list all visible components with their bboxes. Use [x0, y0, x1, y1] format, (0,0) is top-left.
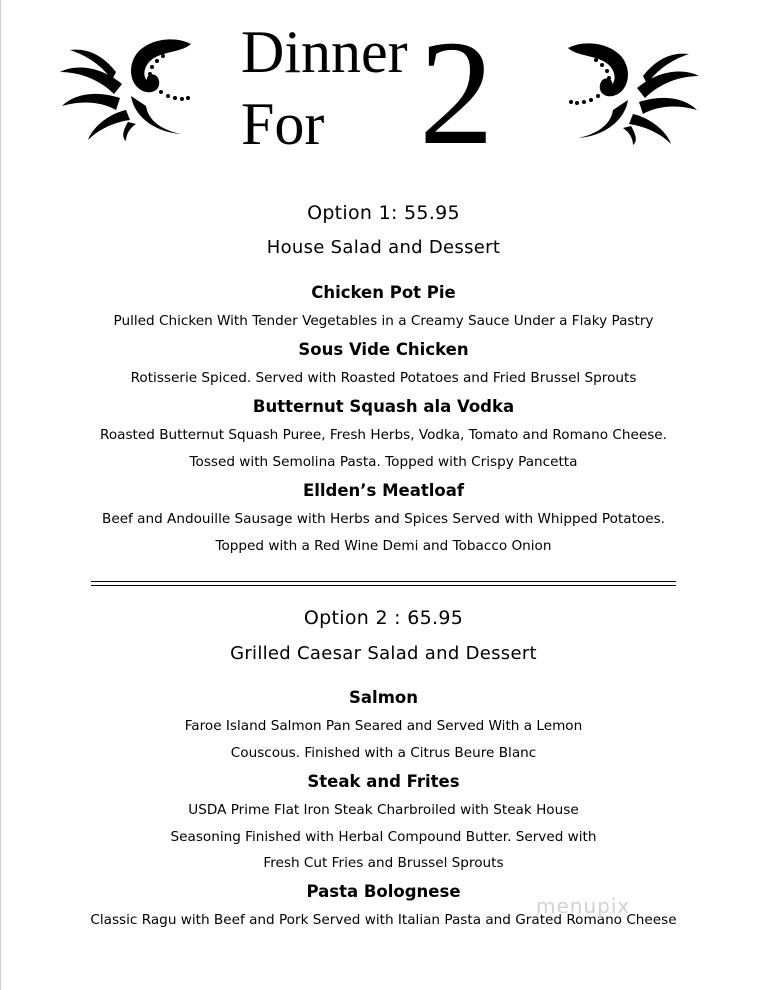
title-dinner: Dinner — [241, 19, 408, 85]
dish-description: Pulled Chicken With Tender Vegetables in a Creamy Sauce Under a Flaky Pastry — [113, 313, 654, 329]
option2-subheading: Grilled Caesar Salad and Dessert — [230, 643, 537, 664]
title-for: For — [241, 91, 325, 157]
dish-description: Fresh Cut Fries and Brussel Sprouts — [263, 855, 504, 871]
dish-name: Sous Vide Chicken — [298, 340, 469, 359]
dish-name: Chicken Pot Pie — [311, 283, 456, 302]
flourish-ornament-icon — [56, 36, 196, 141]
option1-subheading: House Salad and Dessert — [266, 237, 501, 258]
section-divider — [91, 585, 676, 586]
dish-description: Faroe Island Salmon Pan Seared and Served With a Lemon — [184, 718, 583, 734]
dish-name: Butternut Squash ala Vodka — [252, 397, 515, 416]
dish-name: Pasta Bolognese — [306, 882, 461, 901]
dish-description: Roasted Butternut Squash Puree, Fresh Herbs, Vodka, Tomato and Romano Cheese. — [99, 427, 667, 443]
dish-description: USDA Prime Flat Iron Steak Charbroiled with Steak House — [188, 802, 579, 818]
flourish-ornament-icon — [563, 40, 703, 145]
dish-name: Salmon — [349, 688, 418, 707]
dish-name: Ellden’s Meatloaf — [302, 481, 465, 500]
dish-description: Seasoning Finished with Herbal Compound Butter. Served with — [170, 829, 597, 845]
dish-description: Beef and Andouille Sausage with Herbs and Spices Served with Whipped Potatoes. — [102, 511, 665, 527]
dish-description: Rotisserie Spiced. Served with Roasted Potatoes and Fried Brussel Sprouts — [130, 370, 637, 386]
section-divider — [91, 581, 676, 582]
dish-description: Topped with a Red Wine Demi and Tobacco Onion — [215, 538, 552, 554]
dish-description: Tossed with Semolina Pasta. Topped with Crispy Pancetta — [189, 454, 578, 470]
dish-description: Classic Ragu with Beef and Pork Served with Italian Pasta and Grated Romano Cheese — [90, 912, 677, 928]
title-number: 2 — [419, 10, 494, 176]
option2-heading: Option 2 : 65.95 — [303, 607, 464, 629]
dish-name: Steak and Frites — [307, 772, 460, 791]
watermark: menupix — [536, 894, 631, 918]
option1-heading: Option 1: 55.95 — [307, 202, 460, 224]
dish-description: Couscous. Finished with a Citrus Beure Blanc — [230, 745, 537, 761]
